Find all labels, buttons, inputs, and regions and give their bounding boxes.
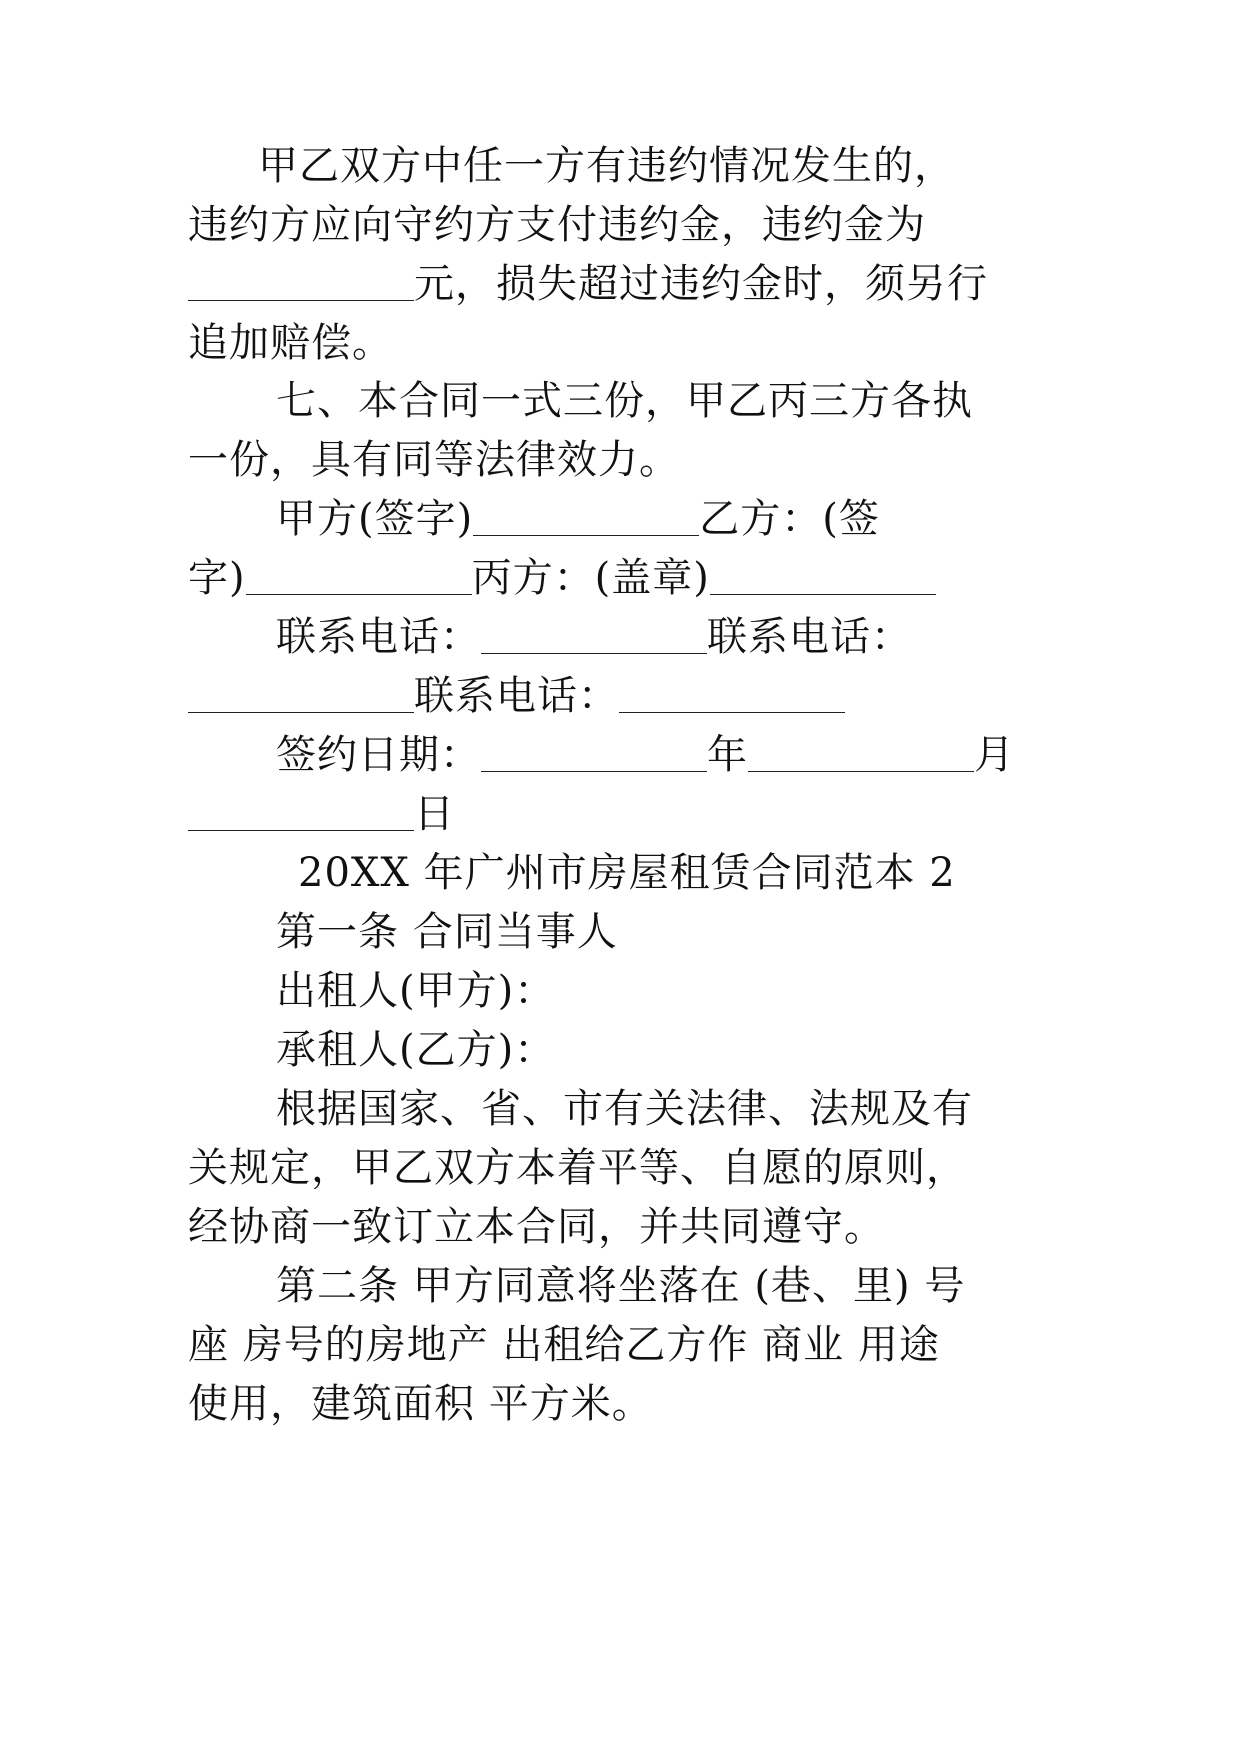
text-segment: 经协商一致订立本合同，并共同遵守。 xyxy=(188,1204,885,1250)
fill-in-blank xyxy=(188,790,414,831)
text-segment: 乙方：(签 xyxy=(699,496,880,542)
fill-in-blank xyxy=(619,672,845,713)
fill-in-blank xyxy=(481,731,707,772)
text-line xyxy=(258,138,1158,194)
text-segment: 年 xyxy=(707,732,748,778)
text-line xyxy=(276,1022,1176,1078)
text-segment: 甲方(签字) xyxy=(276,496,474,542)
text-line xyxy=(188,1376,1088,1432)
text-line xyxy=(276,1081,1176,1137)
text-line xyxy=(188,256,1088,312)
fill-in-blank xyxy=(473,495,699,536)
fill-in-blank xyxy=(748,731,974,772)
text-line xyxy=(188,1199,1088,1255)
text-line xyxy=(188,786,1088,842)
text-line xyxy=(276,373,1176,429)
text-segment: 丙方：(盖章) xyxy=(471,555,710,601)
text-segment: 第二条 甲方同意将坐落在 (巷、里) 号 xyxy=(276,1263,966,1309)
fill-in-blank xyxy=(710,554,936,595)
text-segment: 元，损失超过违约金时，须另行 xyxy=(414,261,988,307)
section-title xyxy=(298,845,1198,901)
text-segment: 关规定，甲乙双方本着平等、自愿的原则， xyxy=(188,1145,967,1191)
text-segment: 月 xyxy=(974,732,1015,778)
fill-in-blank xyxy=(246,554,472,595)
fill-in-blank xyxy=(188,672,414,713)
text-segment: 联系电话： xyxy=(707,614,912,660)
text-segment: 字) xyxy=(188,555,246,601)
fill-in-blank xyxy=(188,260,414,301)
text-segment: 联系电话： xyxy=(414,673,619,719)
text-segment: 使用，建筑面积 平方米。 xyxy=(188,1381,653,1427)
text-segment: 第一条 合同当事人 xyxy=(276,909,618,955)
text-line xyxy=(188,550,1088,606)
text-line xyxy=(276,1258,1176,1314)
text-line xyxy=(276,727,1176,783)
text-segment: 承租人(乙方)： xyxy=(276,1027,556,1073)
text-line xyxy=(188,1140,1088,1196)
text-line xyxy=(276,963,1176,1019)
text-line xyxy=(188,432,1088,488)
fill-in-blank xyxy=(481,613,707,654)
text-segment: 违约方应向守约方支付违约金，违约金为 xyxy=(188,202,926,248)
text-segment: 签约日期： xyxy=(276,732,481,778)
text-segment: 追加赔偿。 xyxy=(188,320,393,366)
text-line xyxy=(188,668,1088,724)
text-line xyxy=(188,1317,1088,1373)
text-segment: 一份，具有同等法律效力。 xyxy=(188,437,680,483)
text-line xyxy=(276,904,1176,960)
text-segment: 甲乙双方中任一方有违约情况发生的， xyxy=(258,143,955,189)
text-line xyxy=(276,491,1176,547)
text-line xyxy=(188,315,1088,371)
text-segment: 联系电话： xyxy=(276,614,481,660)
text-segment: 出租人(甲方)： xyxy=(276,968,556,1014)
text-segment: 日 xyxy=(414,791,455,837)
text-segment: 座 房号的房地产 出租给乙方作 商业 用途 xyxy=(188,1322,940,1368)
text-segment: 根据国家、省、市有关法律、法规及有 xyxy=(276,1086,973,1132)
text-line xyxy=(276,609,1176,665)
text-segment: 七、本合同一式三份，甲乙丙三方各执 xyxy=(276,378,973,424)
text-segment: 20XX 年广州市房屋租赁合同范本 2 xyxy=(298,850,956,896)
text-line xyxy=(188,197,1088,253)
